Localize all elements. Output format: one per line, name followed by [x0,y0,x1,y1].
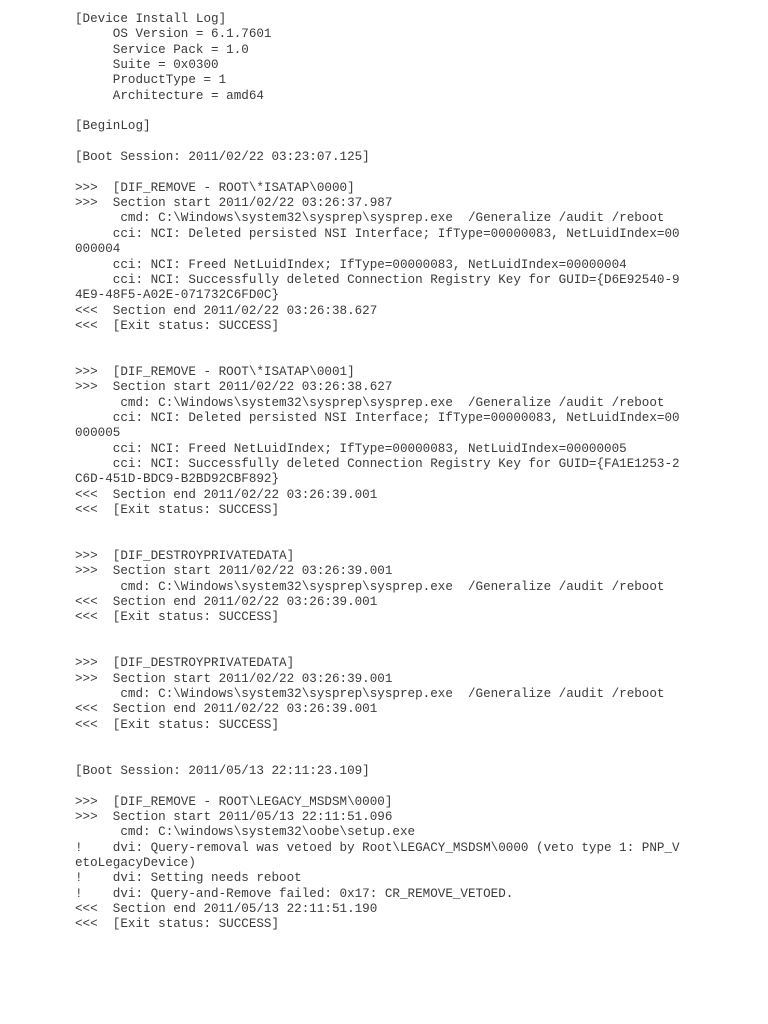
log-line: OS Version = 6.1.7601 [75,27,272,42]
log-line: Suite = 0x0300 [75,58,219,73]
log-line: 4E9-48F5-A02E-071732C6FD0C} [75,288,280,303]
log-line [75,641,755,656]
log-line: <<< [Exit status: SUCCESS] [75,610,280,625]
log-line [75,135,755,150]
log-line: ! dvi: Query-and-Remove failed: 0x17: CR_REMOVE_VETOED. [75,886,514,901]
log-line: cci: NCI: Deleted persisted NSI Interface; IfType=00000083, NetLuidIndex=00 [75,410,680,425]
log-line: <<< [Exit status: SUCCESS] [75,717,280,732]
log-line: cmd: C:\windows\system32\oobe\setup.exe [75,825,416,840]
log-line: 000004 [75,242,121,257]
log-line: >>> Section start 2011/05/13 22:11:51.096 [75,809,393,824]
log-line: >>> [DIF_REMOVE - ROOT\*ISATAP\0000] [75,180,355,195]
log-line [75,733,755,748]
log-line: cci: NCI: Successfully deleted Connection Registry Key for GUID={D6E92540-9 [75,272,680,287]
log-line: >>> Section start 2011/02/22 03:26:38.627 [75,380,393,395]
log-line: ! dvi: Setting needs reboot [75,871,302,886]
log-line [75,534,755,549]
log-line: cmd: C:\Windows\system32\sysprep\sysprep.exe /Generalize /audit /reboot [75,211,665,226]
log-line [75,334,755,349]
log-line [75,779,755,794]
log-line: cci: NCI: Deleted persisted NSI Interface; IfType=00000083, NetLuidIndex=00 [75,226,680,241]
log-line [75,350,755,365]
log-line [75,626,755,641]
log-line: cci: NCI: Freed NetLuidIndex; IfType=00000083, NetLuidIndex=00000005 [75,441,627,456]
log-line [75,518,755,533]
log-line: cmd: C:\Windows\system32\sysprep\sysprep.exe /Generalize /audit /reboot [75,395,665,410]
log-line: >>> Section start 2011/02/22 03:26:37.987 [75,196,393,211]
log-line [75,165,755,180]
log-line: cci: NCI: Freed NetLuidIndex; IfType=00000083, NetLuidIndex=00000004 [75,257,627,272]
log-line: C6D-451D-BDC9-B2BD92CBF892} [75,472,280,487]
log-line: cmd: C:\Windows\system32\sysprep\sysprep.exe /Generalize /audit /reboot [75,687,665,702]
log-line: <<< Section end 2011/05/13 22:11:51.190 [75,901,378,916]
log-line: [Boot Session: 2011/05/13 22:11:23.109] [75,763,370,778]
log-line: cmd: C:\Windows\system32\sysprep\sysprep.exe /Generalize /audit /reboot [75,579,665,594]
log-line: 000005 [75,426,121,441]
log-line: >>> [DIF_DESTROYPRIVATEDATA] [75,549,295,564]
log-line: >>> [DIF_DESTROYPRIVATEDATA] [75,656,295,671]
log-line: ProductType = 1 [75,73,227,88]
log-line: [Device Install Log] [75,12,227,26]
log-line: >>> [DIF_REMOVE - ROOT\LEGACY_MSDSM\0000] [75,794,393,809]
log-line: <<< Section end 2011/02/22 03:26:39.001 [75,595,378,610]
log-line: <<< Section end 2011/02/22 03:26:39.001 [75,487,378,502]
log-line: <<< [Exit status: SUCCESS] [75,917,280,932]
log-line: <<< [Exit status: SUCCESS] [75,503,280,517]
log-line [75,749,755,764]
log-line: <<< [Exit status: SUCCESS] [75,318,280,333]
log-line: <<< Section end 2011/02/22 03:26:38.627 [75,303,378,318]
log-line: >>> [DIF_REMOVE - ROOT\*ISATAP\0001] [75,364,355,379]
log-line: [BeginLog] [75,119,151,134]
log-line: etoLegacyDevice) [75,855,196,870]
log-line: ! dvi: Query-removal was vetoed by Root\LEGACY_MSDSM\0000 (veto type 1: PNP_V [75,840,680,855]
log-line: cci: NCI: Successfully deleted Connection Registry Key for GUID={FA1E1253-2 [75,456,680,471]
log-line: >>> Section start 2011/02/22 03:26:39.001 [75,671,393,686]
log-line: <<< Section end 2011/02/22 03:26:39.001 [75,702,378,717]
log-line [75,104,755,119]
device-install-log [75,12,755,933]
log-line: [Boot Session: 2011/02/22 03:23:07.125] [75,150,370,165]
log-line: Service Pack = 1.0 [75,42,249,57]
log-line: >>> Section start 2011/02/22 03:26:39.001 [75,564,393,579]
log-line: Architecture = amd64 [75,88,264,103]
